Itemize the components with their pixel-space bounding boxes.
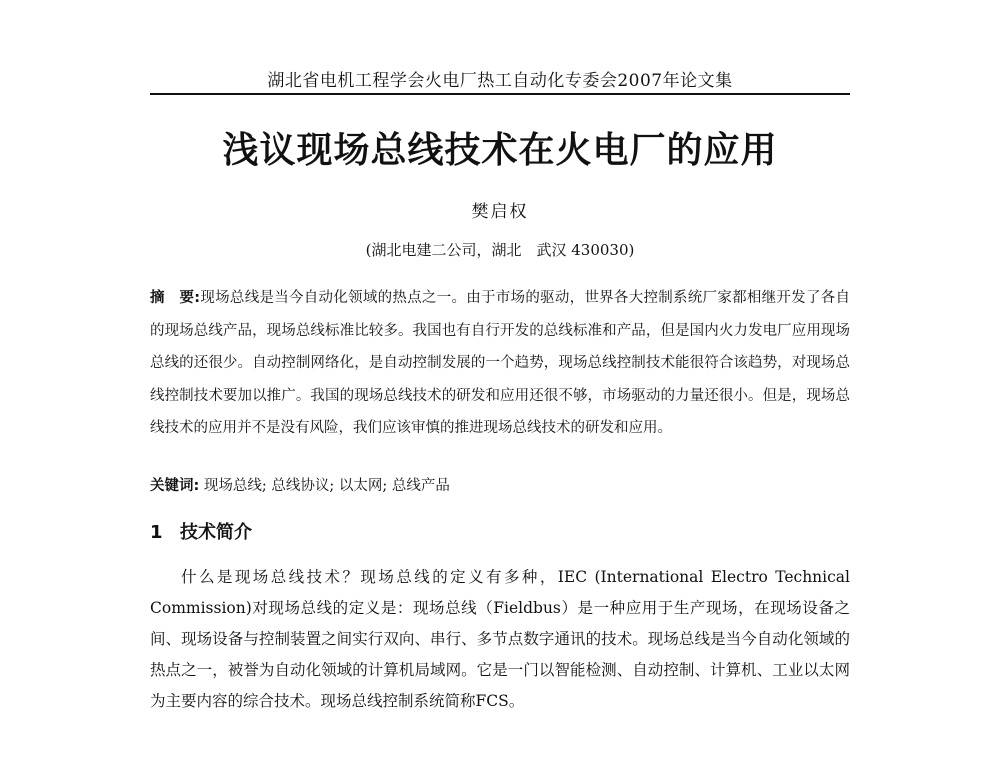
- author-affiliation: (湖北电建二公司，湖北 武汉 430030): [365, 241, 635, 259]
- keywords-label: 关键词:: [150, 478, 200, 494]
- running-head: 湖北省电机工程学会火电厂热工自动化专委会2007年论文集: [267, 71, 733, 91]
- abstract-label: 摘 要:: [150, 290, 201, 306]
- abstract-text: 现场总线是当今自动化领域的热点之一。由于市场的驱动，世界各大控制系统厂家都相继开发了各自的现场总线产品，现场总线标准比较多。我国也有自行开发的总线标准和产品，但是国内火力发电厂应用现场总线的还很少。自动控制网络化，是自动控制发展的一个趋势，现场总线控制技术能很符合该趋势，对现场总线控制技术要加以推广。我国的现场总线技术的研发和应用还很不够，市场驱动的力量还很小。但是，现场总线技术的应用并不是没有风险，我们应该审慎的推进现场总线技术的研发和应用。: [150, 290, 850, 436]
- keywords-text: 现场总线; 总线协议; 以太网; 总线产品: [203, 478, 450, 494]
- section-heading: [150, 518, 850, 544]
- paper-title: 浅议现场总线技术在火电厂的应用: [222, 130, 778, 171]
- abstract: [150, 282, 850, 445]
- section-title: 技术简介: [180, 522, 252, 543]
- section-number: 1: [150, 522, 163, 543]
- body-paragraph: 什么是现场总线技术？现场总线的定义有多种，IEC (International Electro Technical Commission)对现场总线的定义是：现场总线（Fieldbus）是一种应用于生产现场，在现场设备之间、现场设备与控制装置之间实行双向、串行、多节点数字通讯的技术。现场总线是当今自动化领域的热点之一，被誉为自动化领域的计算机局域网。它是一门以智能检测、自动控制、计算机、工业以太网为主要内容的综合技术。现场总线控制系统简称FCS。: [150, 568, 850, 710]
- author-name: 樊启权: [471, 202, 529, 222]
- header-rule: [150, 93, 850, 95]
- keywords: [150, 473, 850, 499]
- body-text: [150, 562, 850, 717]
